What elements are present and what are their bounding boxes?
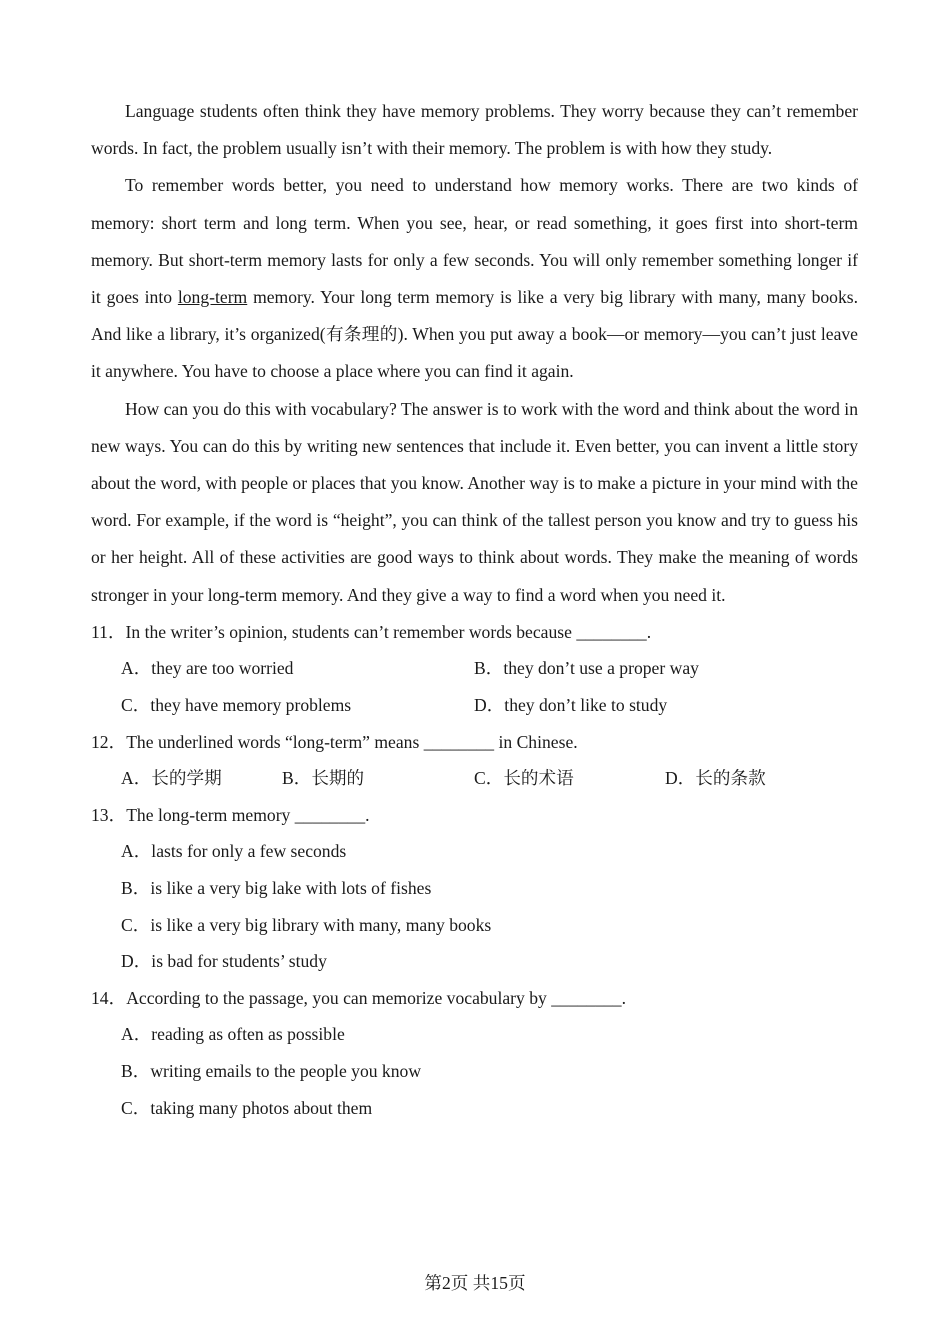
option-d[interactable]: D．长的条款 <box>665 768 766 789</box>
option-c[interactable]: C．长的术语 <box>474 768 574 789</box>
paragraph-2-text-end: memory. Your long term memory is like a very big library with many, many books. And like a library, it’s organized(有条理的). When you put away a book—or memory—you can’t just leave it anywhere. You have to choose a place where you can find it again. <box>91 287 859 382</box>
passage-paragraph-3: How can you do this with vocabulary? The answer is to work with the word and think about the word in new ways. You can do this by writing new sentences that include it. Even better, you can invent a little story about the word, with people or places that you know. Another way is to make a picture in your mind with the word. For example, if the word is “height”, you can think of the tallest person you know and try to guess his or her height. All of these activities are good ways to think about words. They make the meaning of words stronger in your long-term memory. And they give a way to find a word when you need it. <box>91 398 858 605</box>
question-12-stem: 12．The underlined words “long-term” means ________ in Chinese. <box>91 731 578 752</box>
passage-paragraph-1: Language students often think they have memory problems. They worry because they can’t remember words. In fact, the problem usually isn’t with their memory. The problem is with how they study. <box>91 101 858 159</box>
underlined-word: long-term <box>177 287 248 308</box>
question-14-options <box>91 1016 858 1126</box>
question-12-options <box>91 760 858 797</box>
exam-page <box>91 93 858 1126</box>
question-11-options <box>91 650 858 723</box>
option-a[interactable]: A．they are too worried <box>121 658 294 679</box>
passage-paragraph-2 <box>91 167 858 390</box>
page-number-footer: 第2页 共15页 <box>424 1273 526 1293</box>
paragraph-2-text-start: To remember words better, you need to understand how memory works. There are two kinds of memory: short term and long term. When you see, hear, or read something, it goes first into short-term memory. But short-term memory lasts for only a few seconds. You will only remember something longer if it goes into <box>91 175 858 308</box>
option-a[interactable]: A．reading as often as possible <box>121 1024 345 1045</box>
option-a[interactable]: A．长的学期 <box>121 768 222 789</box>
option-c[interactable]: C．is like a very big library with many, many books <box>121 914 492 935</box>
question-14-stem: 14．According to the passage, you can memorize vocabulary by ________. <box>91 987 626 1008</box>
question-13-stem: 13．The long-term memory ________. <box>91 804 370 825</box>
option-b[interactable]: B．writing emails to the people you know <box>121 1060 422 1081</box>
option-b[interactable]: B．they don’t use a proper way <box>474 658 699 679</box>
option-a[interactable]: A．lasts for only a few seconds <box>121 841 347 862</box>
option-b[interactable]: B．长期的 <box>282 768 365 789</box>
option-d[interactable]: D．is bad for students’ study <box>121 951 327 972</box>
option-c[interactable]: C．taking many photos about them <box>121 1097 373 1118</box>
option-d[interactable]: D．they don’t like to study <box>474 695 668 716</box>
question-13-options <box>91 833 858 979</box>
question-11-stem: 11．In the writer’s opinion, students can’t remember words because ________. <box>91 621 652 642</box>
option-b[interactable]: B．is like a very big lake with lots of fishes <box>121 878 432 898</box>
option-c[interactable]: C．they have memory problems <box>121 695 352 716</box>
